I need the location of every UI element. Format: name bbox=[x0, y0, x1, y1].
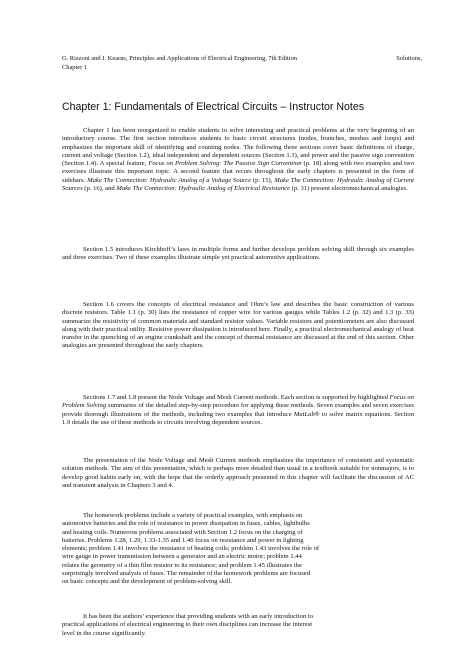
p7-line: level in the course significantly. bbox=[62, 629, 146, 637]
paragraph-kirchhoff: Section 1.5 introduces Kirchhoff’s laws in multiple forms and further develops problem solving skill through six examples and three exercises. Two of these examples illustrate simple yet practical automotive applications. bbox=[62, 246, 414, 262]
p7-line: It has been the authors’ experience that providing students with an early introduction to bbox=[83, 613, 314, 620]
p6-line: wire gauge in power transmission between a generator and an electric motor; problem 1.44 bbox=[62, 553, 302, 561]
p6-line: The homework problems include a variety of practical examples, with emphasis on bbox=[83, 512, 303, 519]
paragraph-systematic-methods: The presentation of the Node Voltage and Mesh Current methods emphasizes the importance of consistent and systematic solution methods. The aim of this presentation, which is perhaps more detailed than usual in a textbook suitable for nonmajors, is to develop good habits early on, with the hope that the orderly approach presented in this chapter will facilitate the discussion of AC and transient analysis in Chapters 3 and 4. bbox=[62, 457, 414, 489]
p6-line: surprisingly involved analysis of fuses. The remainder of the homework problems are focused bbox=[62, 569, 310, 577]
p1-text-e: (p. 15), bbox=[251, 176, 275, 184]
p4-text-c: summaries of the detailed step-by-step procedure for applying these methods. Seven examples and seven exercises provide thorough illustrations of the methods, including two examples that introduce bbox=[62, 402, 414, 418]
p6-line: and heating coils. Numerous problems associated with Section 1.2 focus on the charging of bbox=[62, 528, 303, 536]
p1-text-i: (p. 31) present electromechanical analogies. bbox=[290, 184, 408, 192]
paragraph-node-mesh bbox=[62, 394, 414, 427]
paragraph-ohms-law: Section 1.6 covers the concepts of electrical resistance and Ohm’s law and describes the basic construction of various discrete resistors. Table 1.1 (p. 30) lists the resistance of copper wire for various gauges while Tables 1.2 (p. 32) and 1.3 (p. 33) summarize the resistivity of common materials and standard resistor values. Variable resistors and potentiometers are also discussed along with their practical utility. Resistive power dissipation is introduced here. Finally, a practical electromechanical analogy of heat transfer in the quenching of an engine crankshaft and the concept of thermal resistance are discussed at the end of this section. Other analogies are presented throughout the early chapters. bbox=[62, 301, 414, 350]
p6-line: on basic concepts and the development of problem-solving skill. bbox=[62, 578, 233, 585]
p6-line: automotive batteries and the role of resistance in power dissipation in fuses, cables, lightbulbs bbox=[62, 520, 310, 528]
p1-sidebar-voltage: Make The Connection: Hydraulic Analog of a Voltage Source bbox=[87, 176, 252, 184]
p1-text-c: (p. 18) along with two examples and two exercises illustrate this important topic. A second feature that recurs throughout the early chapters is presented in the form of sidebars. bbox=[62, 160, 414, 184]
p1-sidebar-resistance: Make The Connection: Hydraulic Analog of Electrical Resistance bbox=[116, 184, 290, 192]
p4-matlab: MatLab bbox=[293, 410, 315, 418]
p4-text-e: ® to solve matrix equations. Section 1.9 details the use of these methods to circuits involving dependent sources. bbox=[62, 410, 414, 426]
header-solutions-label: Solutions, bbox=[396, 55, 422, 62]
p1-text-a: Chapter 1 has been reorganized to enable students to solve interesting and practical problems at the very beginning of an introductory course. The first section introduces students to basic circuit structures (nodes, branches, meshes and loops) and emphasizes the important skill of identifying and counting nodes. The following three sections cover basic definitions of charge, current and voltage (Section 1.2), ideal independent and dependent sources (Section 1.3), and power and the passive sign convention (Section 1.4). A special feature, bbox=[62, 127, 414, 167]
p7-line: practical applications of electrical engineering to their own disciplines can increase the interest bbox=[62, 621, 313, 629]
paragraph-reorganization bbox=[62, 127, 414, 193]
paragraph-authors-experience bbox=[62, 613, 414, 638]
header-citation: G. Rizzoni and J. Kearns, Principles and Applications of Electrical Engineering, 7th Edition bbox=[62, 55, 297, 62]
p4-text-a: Sections 1.7 and 1.8 present the Node Voltage and Mesh Current methods. Each section is supported by highlighted bbox=[83, 394, 390, 401]
paragraph-homework bbox=[62, 512, 414, 586]
p4-focus-label: Focus on Problem Solving bbox=[62, 394, 415, 410]
chapter-title: Chapter 1: Fundamentals of Electrical Circuits – Instructor Notes bbox=[62, 101, 365, 113]
p6-line: batteries. Problems 1.28, 1.29, 1.33-1.35 and 1.40 focus on resistance and power in lighting bbox=[62, 536, 304, 544]
p6-line: relates the geometry of a thin film resistor to its resistance; and problem 1.45 illustrates the bbox=[62, 561, 302, 569]
page-header bbox=[62, 55, 422, 72]
p6-line: elements; problem 1.41 involves the resistance of heating coils; problem 1.43 involves the role of bbox=[62, 545, 320, 552]
header-chapter: Chapter 1 bbox=[62, 63, 88, 71]
p1-sidebar-current: Make The Connection: Hydraulic Analog of Current Sources bbox=[62, 176, 415, 192]
p1-text-g: (p. 16), and bbox=[82, 184, 117, 192]
p1-feature-title: Focus on Problem Solving: The Passive Sign Convention bbox=[148, 160, 302, 167]
